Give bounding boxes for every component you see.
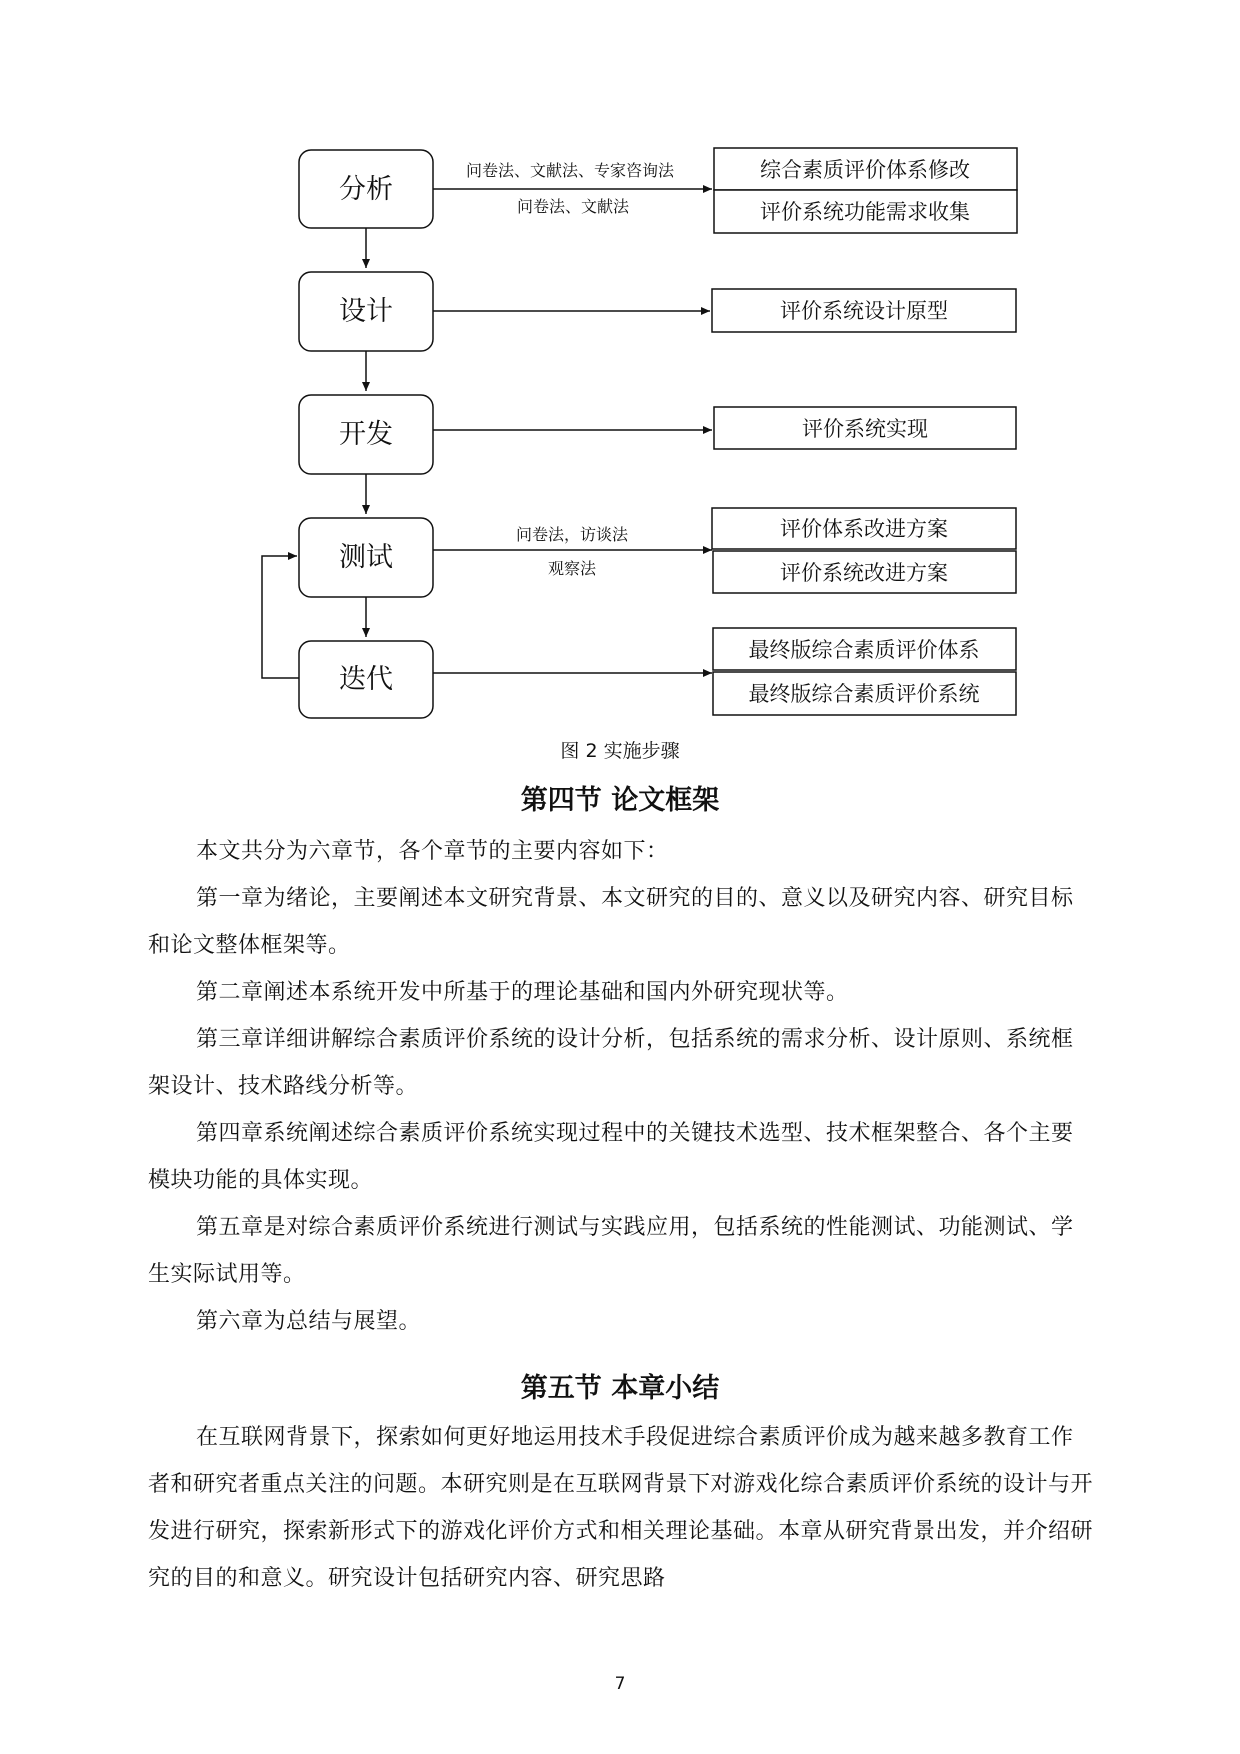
paragraph: 第二章阐述本系统开发中所基于的理论基础和国内外研究现状等。	[196, 980, 849, 1005]
edge-label: 问卷法、文献法	[516, 197, 630, 216]
paragraph: 在互联网背景下，探索如何更好地运用技术手段促进综合素质评价成为越来越多教育工作者和研究者重点关注的问题。本研究则是在互联网背景下对游戏化综合素质评价系统的设计与开发进行研究，探索新形式下的游戏化评价方式和相关理论基础。本章从研究背景出发，并介绍研究的目的和意义。研究设计包括研究内容、研究思路	[148, 1425, 1094, 1591]
paragraph: 第五章是对综合素质评价系统进行测试与实践应用，包括系统的性能测试、功能测试、学生实际试用等。	[148, 1215, 1074, 1287]
edge-label: 问卷法，访谈法	[515, 525, 629, 544]
page-number: 7	[614, 1674, 626, 1694]
step-label-test: 测试	[339, 542, 393, 573]
feedback-loop-arrow	[262, 556, 299, 678]
step-label-design: 设计	[339, 296, 393, 327]
output-label: 最终版综合素质评价系统	[748, 682, 980, 706]
output-label: 评价系统设计原型	[780, 299, 948, 323]
output-label: 综合素质评价体系修改	[760, 158, 970, 182]
step-label-iterate: 迭代	[339, 664, 393, 695]
step-label-develop: 开发	[339, 419, 393, 450]
edge-label: 问卷法、文献法、专家咨询法	[465, 161, 675, 180]
paragraph: 第四章系统阐述综合素质评价系统实现过程中的关键技术选型、技术框架整合、各个主要模块功能的具体实现。	[148, 1121, 1074, 1193]
paragraph: 第三章详细讲解综合素质评价系统的设计分析，包括系统的需求分析、设计原则、系统框架设计、技术路线分析等。	[148, 1027, 1074, 1099]
output-label: 评价系统功能需求收集	[760, 200, 970, 224]
output-label: 评价系统改进方案	[780, 561, 948, 585]
paragraph: 第一章为绪论，主要阐述本文研究背景、本文研究的目的、意义以及研究内容、研究目标和论文整体框架等。	[148, 886, 1074, 958]
section4-heading: 第四节 论文框架	[520, 785, 720, 816]
figure-caption: 图 2 实施步骤	[560, 740, 680, 762]
edge-label: 观察法	[547, 559, 597, 578]
step-label-analyze: 分析	[339, 174, 393, 205]
output-label: 评价系统实现	[802, 417, 928, 441]
output-label: 最终版综合素质评价体系	[748, 638, 980, 662]
output-label: 评价体系改进方案	[780, 517, 948, 541]
implementation-steps-diagram	[0, 0, 1240, 740]
section5-heading: 第五节 本章小结	[520, 1373, 720, 1404]
paragraph: 本文共分为六章节，各个章节的主要内容如下：	[196, 839, 669, 864]
paragraph: 第六章为总结与展望。	[196, 1309, 422, 1334]
